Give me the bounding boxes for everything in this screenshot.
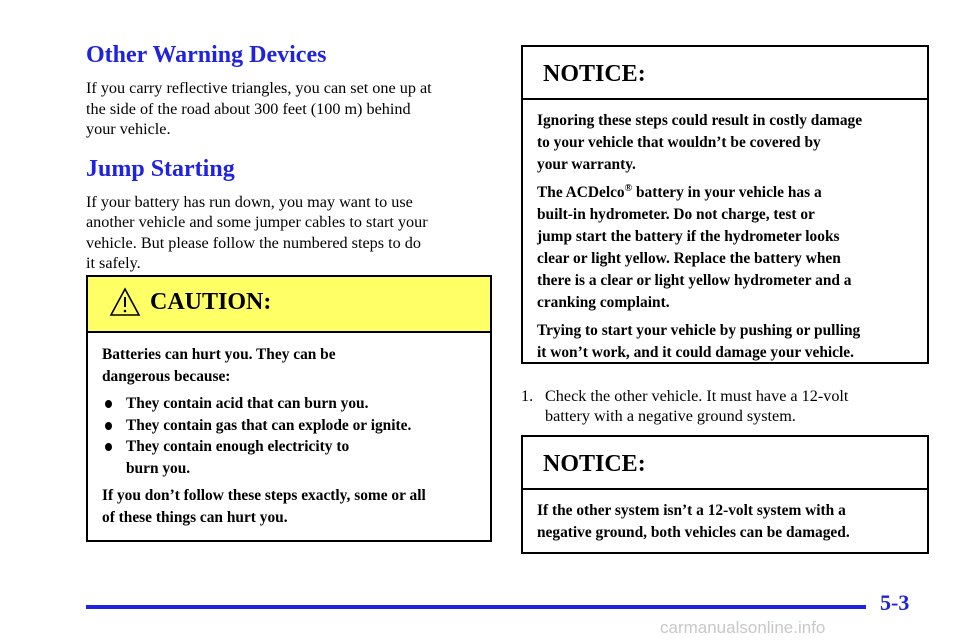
footer-rule bbox=[86, 605, 866, 609]
paragraph-warning-devices: If you carry reflective triangles, you can set one up at the side of the road about 300 feet (100 m) behind your vehicle. bbox=[86, 79, 432, 138]
heading-other-warning-devices: Other Warning Devices bbox=[86, 42, 327, 68]
page-number: 5-3 bbox=[880, 590, 910, 615]
notice-paragraph-3: Trying to start your vehicle by pushing or pulling it won’t work, and it could damage your vehicle. bbox=[537, 322, 861, 361]
notice-header-1 bbox=[523, 47, 927, 100]
heading-jump-starting: Jump Starting bbox=[86, 155, 235, 182]
caution-box bbox=[86, 275, 492, 542]
step-number: 1. bbox=[521, 387, 534, 405]
caution-bullet: They contain enough electricity to burn you. bbox=[102, 436, 476, 479]
right-column bbox=[521, 45, 929, 541]
bullet-icon bbox=[105, 422, 112, 430]
notice-paragraph-2: The ACDelco® battery in your vehicle has a built-in hydrometer. Do not charge, test or jump start the battery if the hydrometer looks clear or light yellow. Replace the battery when there is a clear or light yellow hydrometer and a cranking complaint. bbox=[537, 183, 852, 311]
step-1 bbox=[521, 386, 929, 426]
caution-title: CAUTION: bbox=[150, 289, 272, 315]
notice-title-1: NOTICE: bbox=[543, 61, 646, 87]
notice-header-2 bbox=[523, 437, 927, 490]
caution-bullet: They contain gas that can explode or ignite. bbox=[102, 415, 476, 437]
notice-body-2 bbox=[523, 490, 927, 554]
left-column bbox=[86, 40, 492, 526]
notice-box-1 bbox=[521, 45, 929, 364]
notice-body-1 bbox=[523, 100, 927, 374]
caution-outro: If you don’t follow these steps exactly, some or all of these things can hurt you. bbox=[102, 487, 426, 526]
bullet-icon bbox=[105, 400, 112, 408]
registered-mark: ® bbox=[624, 183, 633, 194]
notice-box-2 bbox=[521, 435, 929, 554]
warning-triangle-icon bbox=[109, 287, 141, 317]
watermark: carmanualsonline.info bbox=[660, 618, 826, 637]
notice-title-2: NOTICE: bbox=[543, 451, 646, 477]
caution-body bbox=[88, 333, 490, 528]
caution-header bbox=[88, 277, 490, 333]
paragraph-jump-starting: If your battery has run down, you may want to use another vehicle and some jumper cables to start your vehicle. But please follow the numbered steps to do it safely. bbox=[86, 192, 428, 272]
notice-paragraph-1: Ignoring these steps could result in costly damage to your vehicle that wouldn’t be covered by your warranty. bbox=[537, 112, 863, 173]
step-text: Check the other vehicle. It must have a 12-volt battery with a negative ground system. bbox=[545, 387, 849, 425]
caution-bullet: They contain acid that can burn you. bbox=[102, 393, 476, 415]
caution-intro: Batteries can hurt you. They can be dangerous because: bbox=[102, 346, 336, 385]
notice-text-2: If the other system isn’t a 12-volt system with a negative ground, both vehicles can be damaged. bbox=[537, 502, 850, 541]
caution-bullet-list bbox=[102, 393, 476, 479]
bullet-icon bbox=[105, 443, 112, 451]
